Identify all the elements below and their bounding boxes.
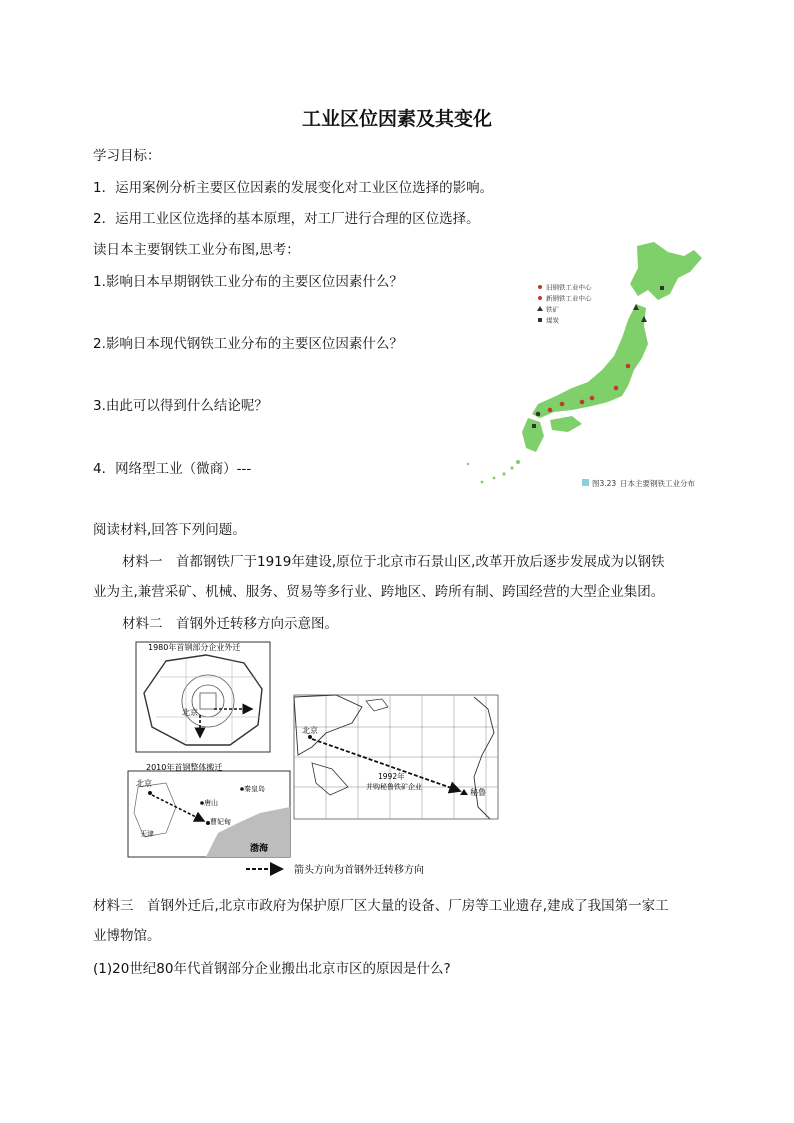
panel1-title: 1980年首钢部分企业外迁	[148, 643, 241, 652]
japan-caption: 日本主要钢铁工业分布	[620, 479, 695, 488]
legend-coal: 煤炭	[546, 316, 559, 325]
panel1-beijing: 北京	[182, 708, 198, 717]
hokkaido-shape	[630, 242, 702, 300]
goal-item-1: 1．运用案例分析主要区位因素的发展变化对工业区位选择的影响。	[93, 180, 494, 196]
panel2-tianjin: 天津	[140, 830, 154, 838]
panel-1980	[136, 642, 270, 752]
panel2-tangshan: 唐山	[204, 799, 218, 807]
japan-legend	[537, 283, 592, 325]
material-2: 材料二 首钢外迁转移方向示意图。	[122, 616, 338, 632]
goals-heading: 学习目标：	[93, 148, 161, 164]
shikoku-shape	[550, 416, 582, 432]
question-material-1: (1)20世纪80年代首钢部分企业搬出北京市区的原因是什么?	[93, 961, 451, 977]
kyushu-shape	[522, 418, 544, 452]
question-3: 3.由此可以得到什么结论呢？	[93, 398, 268, 414]
materials-intro: 阅读材料,回答下列问题。	[93, 522, 246, 538]
reading-intro: 读日本主要钢铁工业分布图,思考：	[93, 242, 300, 258]
material-1-line-1: 材料一 首都钢铁厂于1919年建设,原位于北京市石景山区,改革开放后逐步发展成为以钢铁	[122, 554, 665, 570]
panel3-year: 1992年	[378, 772, 405, 781]
panel2-bohai: 渤海	[250, 844, 269, 854]
japan-caption-number: 图3.23	[592, 479, 617, 488]
material-1-line-2: 业为主,兼营采矿、机械、服务、贸易等多行业、跨地区、跨所有制、跨国经营的大型企业集团。	[93, 584, 665, 600]
ryukyu-islands	[467, 460, 520, 483]
panel2-qinhuangdao: 秦皇岛	[244, 785, 265, 793]
relocation-legend: 箭头方向为首钢外迁转移方向	[294, 865, 424, 876]
goal-item-2: 2．运用工业区位选择的基本原理，对工厂进行合理的区位选择。	[93, 211, 480, 227]
panel-1992	[294, 695, 498, 819]
japan-steel-map	[432, 238, 732, 494]
legend-old-center: 旧钢铁工业中心	[546, 283, 592, 292]
question-2: 2.影响日本现代钢铁工业分布的主要区位因素什么？	[93, 336, 403, 352]
question-4: 4．网络型工业（微商）---	[93, 461, 252, 477]
legend-new-center: 新钢铁工业中心	[546, 294, 592, 303]
panel3-acquisition: 并购秘鲁铁矿企业	[366, 783, 422, 791]
panel2-beijing: 北京	[136, 779, 152, 788]
material-3-line-2: 业博物馆。	[93, 928, 161, 944]
page-title: 工业区位因素及其变化	[301, 108, 492, 130]
panel2-title: 2010年首钢整体搬迁	[146, 763, 223, 772]
panel2-caofeidian: 曹妃甸	[210, 818, 231, 826]
panel-2010	[128, 762, 290, 857]
panel3-beijing: 北京	[302, 726, 318, 735]
material-3-line-1: 材料三 首钢外迁后,北京市政府为保护原厂区大量的设备、厂房等工业遗存,建成了我国第一家工	[93, 898, 669, 914]
legend-iron-ore: 铁矿	[546, 305, 559, 314]
question-1: 1.影响日本早期钢铁工业分布的主要区位因素什么？	[93, 274, 403, 290]
shougang-relocation-map	[126, 637, 506, 885]
panel3-peru: 秘鲁	[470, 788, 486, 797]
